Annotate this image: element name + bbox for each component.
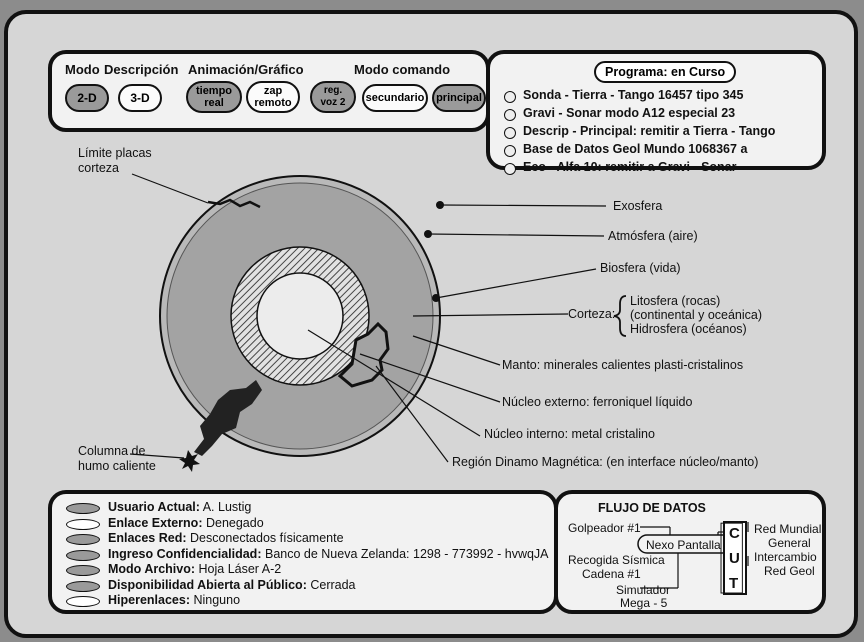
reg-voz-label-1: reg. — [323, 85, 343, 96]
data-flow-panel — [554, 490, 826, 614]
status-row-7-key: Hiperenlaces: — [108, 593, 190, 607]
screen-frame — [4, 10, 858, 638]
status-row-7 — [108, 593, 240, 607]
status-row-3-indicator — [66, 534, 100, 545]
outer-core-label: Núcleo externo: ferroniquel líquido — [502, 395, 693, 409]
status-row-3 — [108, 531, 344, 545]
status-row-4-indicator — [66, 550, 100, 561]
cut-letter-c: C — [729, 525, 740, 542]
plate-boundary-label-2: corteza — [78, 161, 119, 175]
inner-core — [257, 273, 343, 359]
zap-remoto-label-2: remoto — [254, 97, 292, 109]
tiempo-real-label-1: tiempo — [195, 85, 233, 97]
zap-remoto-label-1: zap — [263, 85, 283, 97]
status-row-6-indicator — [66, 581, 100, 592]
status-row-2 — [108, 516, 264, 530]
status-row-3-value: Desconectados físicamente — [190, 531, 344, 545]
exosphere-label: Exosfera — [613, 199, 663, 213]
exosphere-pointer-dot — [436, 201, 444, 209]
mode-label: Modo — [65, 62, 100, 77]
lithosphere-label-2: (continental y oceánica) — [630, 308, 763, 322]
inner-core-label: Núcleo interno: metal cristalino — [484, 427, 655, 441]
tiempo-real-label-2: real — [204, 97, 224, 109]
golpeador-label: Golpeador #1 — [568, 521, 641, 535]
description-label: Descripción — [104, 62, 179, 77]
smoke-column-label-2: humo caliente — [78, 459, 156, 473]
reg-voz-label-2: voz 2 — [320, 97, 346, 108]
smoke-column-label-1: Columna de — [78, 444, 146, 458]
nexo-pantalla-label: Nexo Pantalla — [646, 538, 721, 552]
status-row-1-key: Usuario Actual: — [108, 500, 200, 514]
status-row-4-value: Banco de Nueva Zelanda: 1298 - 773992 - hvwqJA — [264, 546, 549, 561]
red-mundial-label: Red Mundial — [754, 522, 822, 536]
hydrosphere-label: Hidrosfera (océanos) — [630, 322, 747, 336]
program-item-3: Descrip - Principal: remitir a Tierra - Tango — [523, 124, 776, 138]
status-row-6 — [108, 578, 356, 592]
mode-3d-label: 3-D — [130, 91, 150, 105]
recogida-label-1: Recogida Sísmica — [568, 553, 665, 567]
status-row-1-indicator — [66, 503, 100, 514]
crust-brace — [614, 296, 626, 336]
status-row-2-value: Denegado — [205, 515, 264, 530]
program-title: Programa: en Curso — [605, 65, 726, 79]
mode-2d-label: 2-D — [77, 91, 97, 105]
data-flow-diagram — [558, 494, 822, 610]
crust-label: Corteza: — [568, 307, 616, 321]
status-row-4-key: Ingreso Confidencialidad: — [108, 546, 262, 561]
program-item-4: Base de Datos Geol Mundo 1068367 a — [523, 142, 748, 156]
dinamo-region-label: Región Dinamo Magnética: (en interface núcleo/manto) — [452, 455, 759, 469]
principal-label: principal — [436, 92, 482, 104]
status-row-7-indicator — [66, 596, 100, 607]
plate-boundary-label-1: Límite placas — [78, 146, 152, 160]
status-row-2-indicator — [66, 519, 100, 530]
data-flow-title: FLUJO DE DATOS — [598, 501, 706, 515]
atmosphere-label: Atmósfera (aire) — [608, 229, 698, 243]
status-row-7-value: Ninguno — [193, 593, 241, 607]
status-row-5-value: Hoja Láser A-2 — [198, 562, 282, 576]
atmosphere-pointer-dot — [424, 230, 432, 238]
cut-letter-t: T — [729, 575, 739, 592]
animation-label: Animación/Gráfico — [188, 62, 304, 77]
status-row-1-value: A. Lustig — [202, 500, 252, 514]
status-row-3-key: Enlaces Red: — [108, 531, 187, 545]
status-row-1 — [108, 500, 251, 514]
program-item-5: Eco - Alfa 10: remitir a Gravi - Sonar — [523, 160, 737, 174]
biosphere-label: Biosfera (vida) — [600, 261, 681, 275]
general-label: General — [768, 536, 811, 550]
simulador-label-1: Simulador — [616, 583, 671, 597]
red-geol-label: Red Geol — [764, 564, 815, 578]
status-row-6-value: Cerrada — [310, 577, 356, 592]
cut-letter-u: U — [729, 550, 740, 567]
status-row-2-key: Enlace Externo: — [108, 515, 203, 530]
biosphere-pointer-dot — [432, 294, 440, 302]
simulador-label-2: Mega - 5 — [620, 596, 668, 610]
status-row-5 — [108, 562, 281, 576]
program-item-2: Gravi - Sonar modo A12 especial 23 — [523, 106, 736, 120]
program-item-1: Sonda - Tierra - Tango 16457 tipo 345 — [523, 88, 744, 102]
recogida-label-2: Cadena #1 — [582, 567, 641, 581]
status-row-5-key: Modo Archivo: — [108, 562, 196, 576]
status-panel — [48, 490, 558, 614]
status-row-4 — [108, 547, 549, 561]
lithosphere-label-1: Litosfera (rocas) — [630, 294, 721, 308]
status-row-6-key: Disponibilidad Abierta al Público: — [108, 577, 307, 592]
secundario-label: secundario — [365, 92, 425, 104]
status-row-5-indicator — [66, 565, 100, 576]
intercambio-label: Intercambio — [754, 550, 817, 564]
command-mode-label: Modo comando — [354, 62, 451, 77]
mantle-label: Manto: minerales calientes plasti-cristalinos — [502, 358, 744, 372]
